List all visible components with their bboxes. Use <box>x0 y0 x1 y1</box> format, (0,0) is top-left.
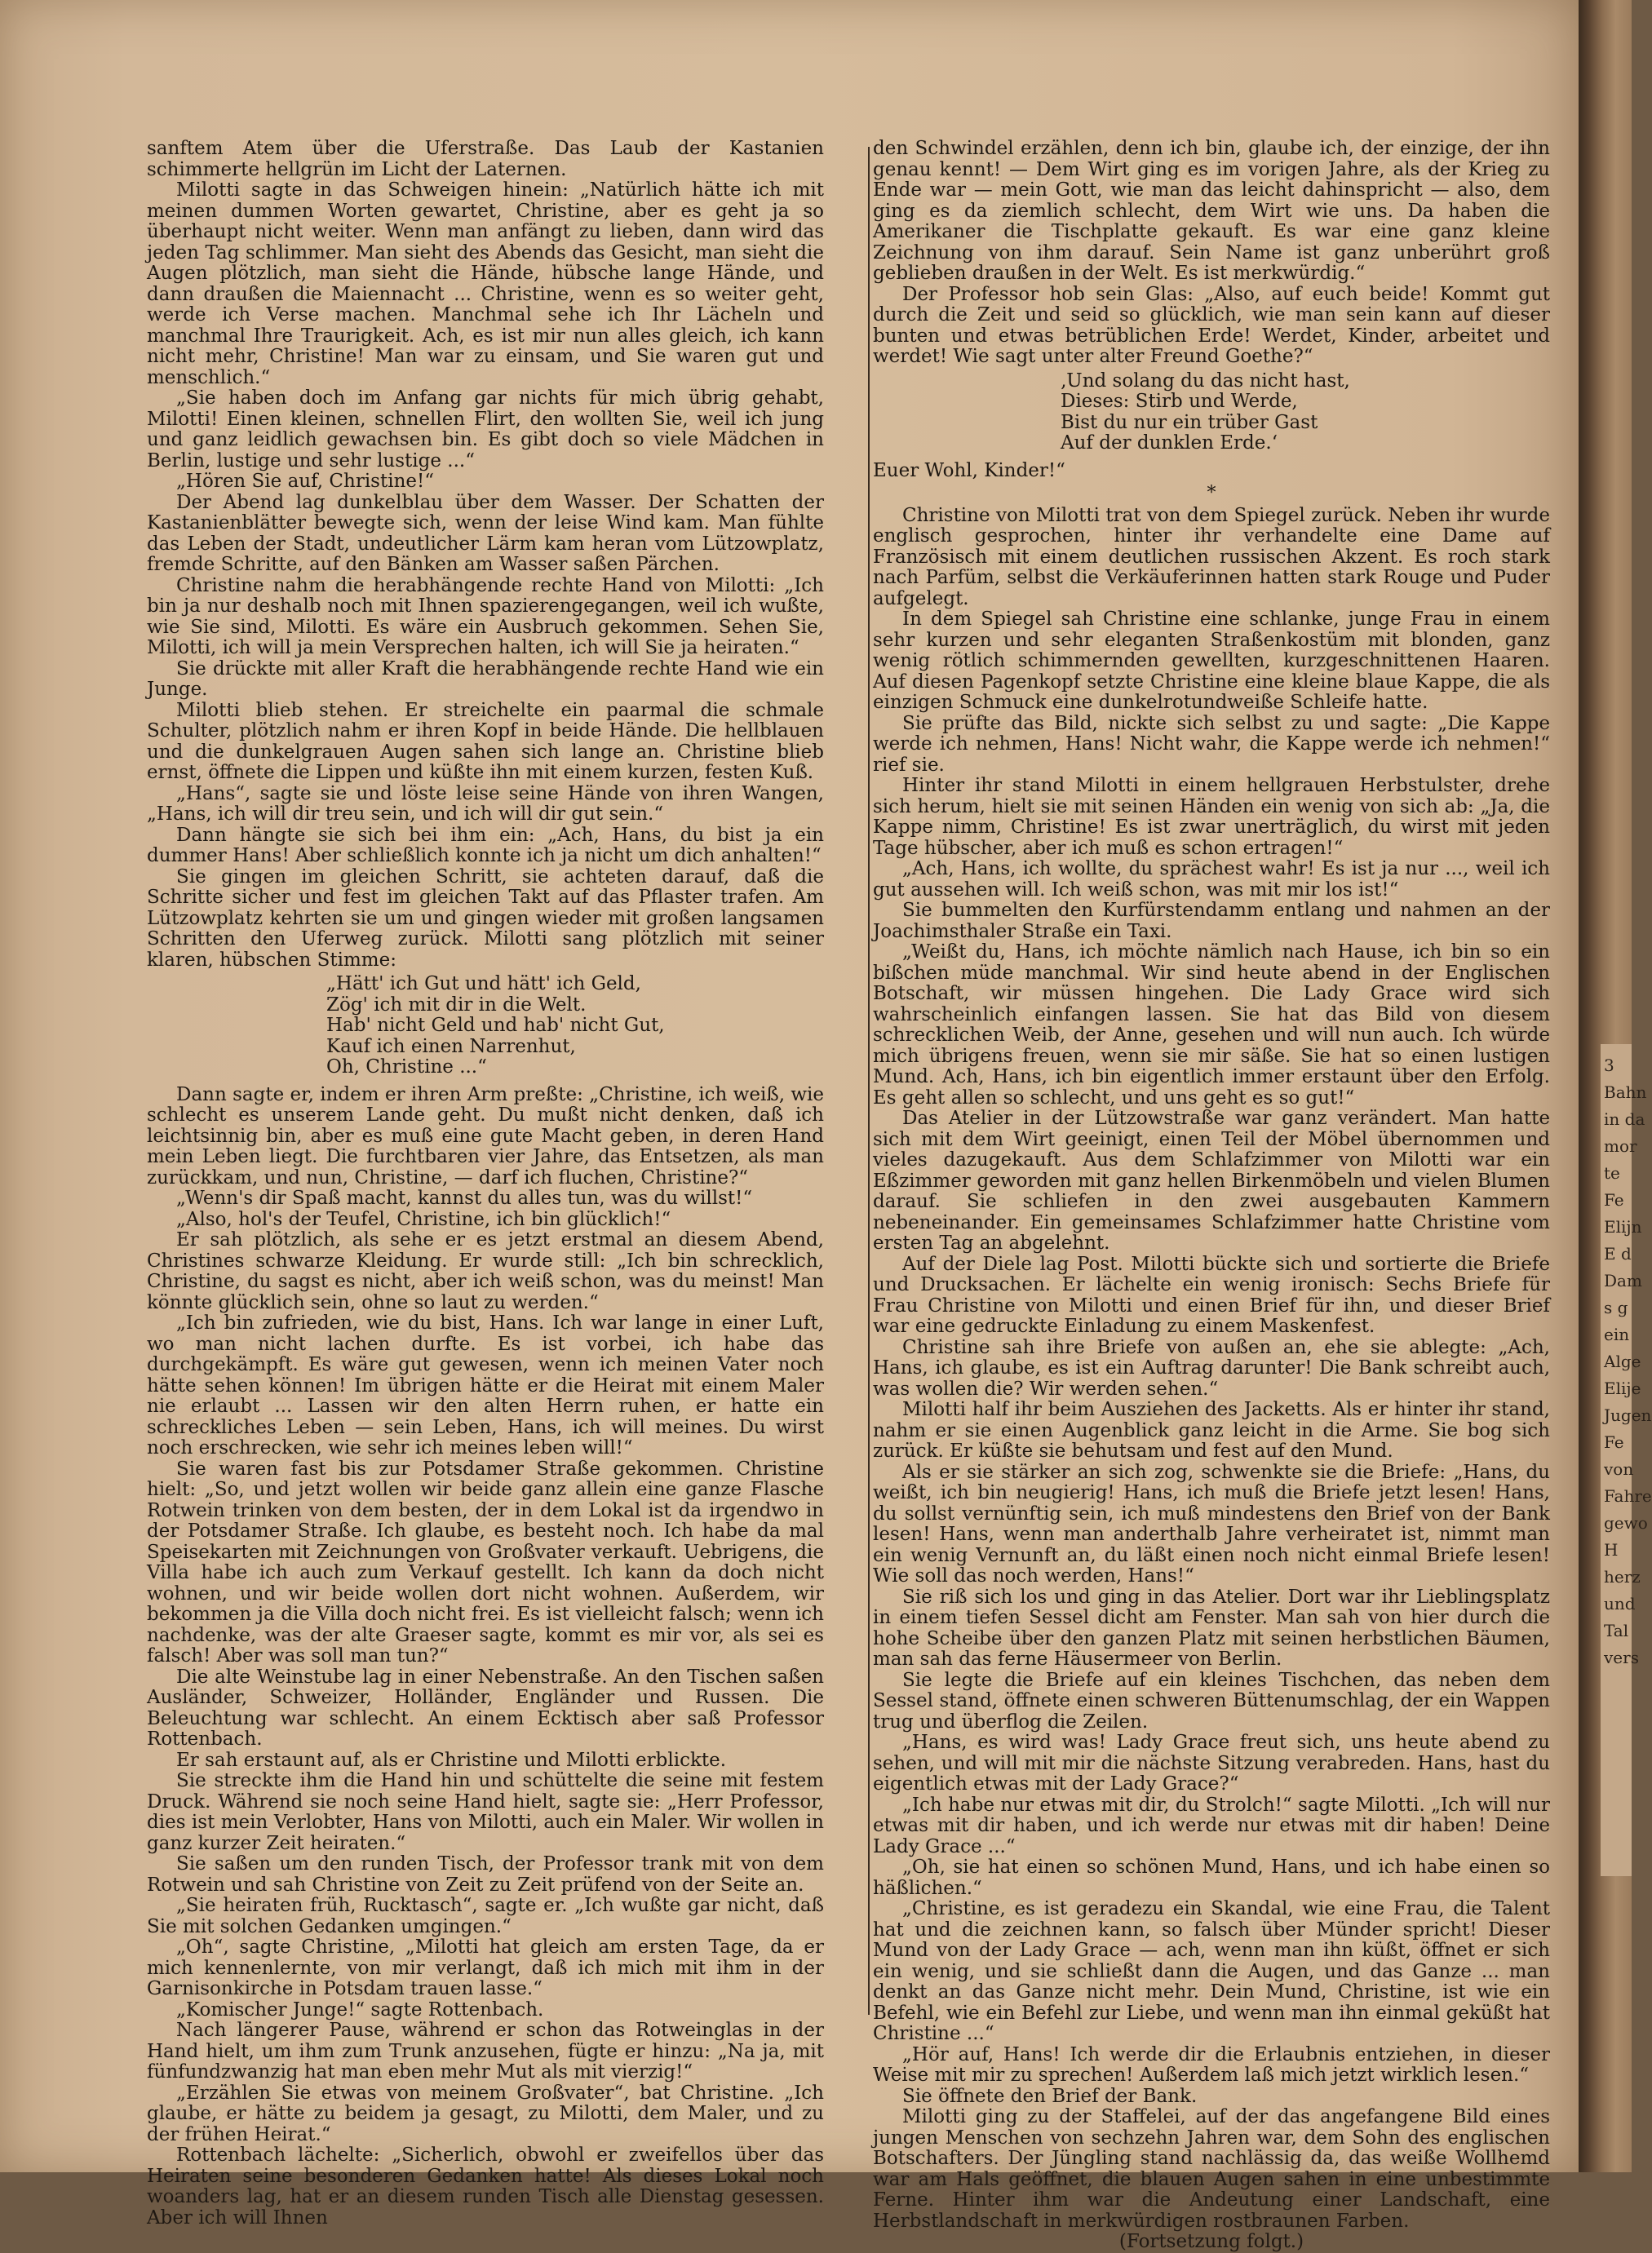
column-divider <box>868 147 870 2015</box>
paragraph: Sie saßen um den runden Tisch, der Professor trank mit von dem Rotwein und sah Christine von Zeit zu Zeit prüfend von der Seite an. <box>147 1853 824 1896</box>
paragraph: „Weißt du, Hans, ich möchte nämlich nach Hause, ich bin so ein bißchen müde manchmal. Wir sind heute abend in der Englischen Botschaft, wir müssen hingehen. Die Lady Grace wird sich wahrscheinlich einfangen lassen. Sie hat das Bild von diesem schrecklichen Weib, der Anne, gesehen und will nun auch. Ich würde mich übrigens freuen, wenn sie mir säße. Sie hat so einen lustigen Mund. Ach, Hans, ich bin eigentlich immer erstaunt über den Erfolg. Es geht allen so schlecht, und uns geht es so gut!“ <box>873 941 1550 1109</box>
paragraph: „Oh, sie hat einen so schönen Mund, Hans, und ich habe einen so häßlichen.“ <box>873 1857 1550 1899</box>
paragraph: Dann sagte er, indem er ihren Arm preßte: „Christine, ich weiß, wie schlecht es unserem Lande geht. Du mußt nicht denken, daß ich leichtsinnig bin, aber es muß eine gute Macht geben, in deren Hand mein Leben liegt. Die furchtbaren vier Jahre, das Entsetzen, als man zurückkam, und nun, Christine, — darf ich fluchen, Christine?“ <box>147 1083 824 1188</box>
verse-line: Dieses: Stirb und Werde, <box>1061 391 1298 412</box>
verse-line: Auf der dunklen Erde.‘ <box>1061 432 1278 454</box>
continued-notice: (Fortsetzung folgt.) <box>1118 2231 1304 2252</box>
paragraph: „Hans, es wird was! Lady Grace freut sich, uns heute abend zu sehen, und will mit mir die nächste Sitzung verabreden. Hans, hast du eigentlich etwas mit der Lady Grace?“ <box>873 1732 1550 1795</box>
goethe-verse <box>1061 371 1550 454</box>
paragraph: Hinter ihr stand Milotti in einem hellgrauen Herbstulster, drehe sich herum, hielt sie mit seinen Händen ein wenig von sich ab: „Ja, die Kappe nimm, Christine! Es ist zwar unerträglich, du wirst mit jeden Tage hübscher, aber ich muß es schon ertragen!“ <box>873 775 1550 859</box>
paragraph: Auf der Diele lag Post. Milotti bückte sich und sortierte die Briefe und Drucksachen. Er lächelte ein wenig ironisch: Sechs Briefe für Frau Christine von Milotti und einen Brief für ihn, und dieser Brief war eine gedruckte Einladung zu einem Maskenfest. <box>873 1253 1550 1337</box>
paragraph: „Wenn's dir Spaß macht, kannst du alles tun, was du willst!“ <box>176 1188 753 1209</box>
paragraph: „Sie haben doch im Anfang gar nichts für mich übrig gehabt, Milotti! Einen kleinen, schnellen Flirt, den wollten Sie, weil ich jung und ganz leidlich gewachsen bin. Es gibt doch so viele Mädchen in Berlin, lustige und sehr lustige ...“ <box>147 387 824 471</box>
verse-line: Kauf ich einen Narrenhut, <box>326 1035 576 1057</box>
paragraph: „Komischer Junge!“ sagte Rottenbach. <box>176 1998 544 2021</box>
paragraph: Sie gingen im gleichen Schritt, sie achteten darauf, daß die Schritte sicher und fest im gleichen Takt auf das Pflaster trafen. Am Lützowplatz kehrten sie um und gingen wieder mit großen langsamen Schritten den Uferweg zurück. Milotti sang plötzlich mit seiner klaren, hübschen Stimme: <box>147 865 824 971</box>
verse-line: Hab' nicht Geld und hab' nicht Gut, <box>326 1015 665 1036</box>
paragraph: Das Atelier in der Lützowstraße war ganz verändert. Man hatte sich mit dem Wirt geeinigt, einen Teil der Möbel übernommen und vieles dazugekauft. Aus dem Schlafzimmer von Milotti war ein Eßzimmer geworden mit ganz hellen Birkenmöbeln und vielen Blumen darauf. Sie schliefen in den zwei ausgebauten Kammern nebeneinander. Ein gemeinsames Schlafzimmer hatte Christine vom ersten Tag an abgelehnt. <box>873 1108 1550 1254</box>
paragraph: Dann hängte sie sich bei ihm ein: „Ach, Hans, du bist ja ein dummer Hans! Aber schließlich konnte ich ja nicht um dich anhalten!“ <box>147 824 824 866</box>
paragraph: Der Abend lag dunkelblau über dem Wasser. Der Schatten der Kastanienblätter bewegte sich, wenn der leise Wind kam. Man fühlte das Leben der Stadt, undeutlicher Lärm kam heran vom Lützowplatz, fremde Schritte, auf den Bänken am Wasser saßen Pärchen. <box>147 491 824 575</box>
paragraph: In dem Spiegel sah Christine eine schlanke, junge Frau in einem sehr kurzen und sehr eleganten Straßenkostüm mit blonden, ganz wenig rötlich schimmernden gewellten, kurzgeschnittenen Haaren. Auf diesen Pagenkopf setzte Christine eine kleine blaue Kappe, die als einzigen Schmuck eine dunkelrotundweiße Schleife hatte. <box>873 609 1550 713</box>
paragraph: Nach längerer Pause, während er schon das Rotweinglas in der Hand hielt, um ihm zum Trunk anzusehen, fügte er hinzu: „Na ja, mit fünfundzwanzig hat man eben mehr Mut als mit vierzig!“ <box>147 2020 824 2083</box>
paragraph: Als er sie stärker an sich zog, schwenkte sie die Briefe: „Hans, du weißt, ich bin neugierig! Hans, ich muß die Briefe jetzt lesen! Hans, du sollst vernünftig sein, ich muß mindestens den Brief von der Bank lesen! Hans, wenn man anderthalb Jahre verheiratet ist, nimmt man ein wenig Vernunft an, du läßt einen noch nicht einmal Briefe lesen! Wie soll das noch werden, Hans!“ <box>873 1461 1550 1587</box>
paragraph: „Oh“, sagte Christine, „Milotti hat gleich am ersten Tage, da er mich kennenlernte, von mir verlangt, daß ich mich mit ihm in der Garnisonkirche in Potsdam trauen lasse.“ <box>147 1937 824 1999</box>
paragraph: Sie legte die Briefe auf ein kleines Tischchen, das neben dem Sessel stand, öffnete einen schweren Büttenumschlag, der ein Wappen trug und überflog die Zeilen. <box>873 1669 1550 1733</box>
paragraph: Sie riß sich los und ging in das Atelier. Dort war ihr Lieblingsplatz in einem tiefen Sessel dicht am Fenster. Man sah von hier durch die hohe Scheibe über den ganzen Platz mit seinen herbstlichen Bäumen, man sah das ferne Häusermeer von Berlin. <box>873 1586 1550 1670</box>
paragraph: „Ich habe nur etwas mit dir, du Strolch!“ sagte Milotti. „Ich will nur etwas mit dir haben, und ich werde nur etwas mit dir haben! Deine Lady Grace ...“ <box>873 1794 1550 1857</box>
toast-line: Euer Wohl, Kinder!“ <box>873 459 1065 481</box>
paragraph: „Ach, Hans, ich wollte, du sprächest wahr! Es ist ja nur ..., weil ich gut aussehen will. Ich weiß schon, was mit mir los ist!“ <box>873 858 1550 901</box>
paragraph: „Sie heiraten früh, Rucktasch“, sagte er. „Ich wußte gar nicht, daß Sie mit solchen Gedanken umgingen.“ <box>147 1895 824 1937</box>
paragraph: Sie prüfte das Bild, nickte sich selbst zu und sagte: „Die Kappe werde ich nehmen, Hans! Nicht wahr, die Kappe werde ich nehmen!“ rief sie. <box>873 712 1550 776</box>
paragraph: Sie streckte ihm die Hand hin und schüttelte die seine mit festem Druck. Während sie noch seine Hand hielt, sagte sie: „Herr Professor, dies ist mein Verlobter, Hans von Milotti, auch ein Maler. Wir wollen in ganz kurzer Zeit heiraten.“ <box>147 1770 824 1854</box>
paragraph: Er sah erstaunt auf, als er Christine und Milotti erblickte. <box>176 1749 727 1771</box>
right-column <box>873 139 1550 2253</box>
adjacent-page-text: 3 Bahn in da mor te Fe Elijn E d Dam s g ein Alge Elije Jugen Fe von Fahre gewo H herz und Tal vers <box>1604 1056 1652 1667</box>
paragraph: Milotti half ihr beim Ausziehen des Jacketts. Als er hinter ihr stand, nahm er sie einen Augenblick ganz leicht in die Arme. Sie bog sich zurück. Er küßte sie behutsam und fest auf den Mund. <box>873 1399 1550 1462</box>
verse-line: ‚Und solang du das nicht hast, <box>1061 370 1350 392</box>
paragraph: Milotti blieb stehen. Er streichelte ein paarmal die schmale Schulter, plötzlich nahm er ihren Kopf in beide Hände. Die hellblauen und die dunkelgrauen Augen sahen sich lange an. Christine blieb ernst, öffnete die Lippen und küßte ihn mit einem kurzen, festen Kuß. <box>147 699 824 783</box>
paragraph: Milotti sagte in das Schweigen hinein: „Natürlich hätte ich mit meinen dummen Worten gewartet, Christine, aber es geht ja so überhaupt nicht weiter. Wenn man anfängt zu lieben, dann wird das jeden Tag schlimmer. Man sieht des Abends das Gesicht, man sieht die Augen plötzlich, man sieht die Hände, hübsche lange Hände, und dann draußen die Maiennacht ... Christine, wenn es so weiter geht, werde ich Verse machen. Manchmal sehe ich Ihr Lächeln und manchmal Ihre Traurigkeit. Ach, es ist mir nun alles gleich, ich kann nicht mehr, Christine! Man war zu einsam, und Sie waren gut und menschlich.“ <box>147 179 824 388</box>
verse-line: Oh, Christine ...“ <box>326 1056 487 1078</box>
paragraph: Rottenbach lächelte: „Sicherlich, obwohl er zweifellos über das Heiraten seine besonderen Gedanken hatte! Als dieses Lokal noch woanders lag, hat er an diesem runden Tisch alle Dienstag gesessen. Aber ich will Ihnen <box>147 2145 824 2229</box>
paragraph: „Erzählen Sie etwas von meinem Großvater“, bat Christine. „Ich glaube, er hätte zu beidem ja gesagt, zu Milotti, dem Maler, und zu der frühen Heirat.“ <box>147 2082 824 2145</box>
paragraph: Sie bummelten den Kurfürstendamm entlang und nahmen an der Joachimsthaler Straße ein Taxi. <box>873 900 1550 942</box>
paragraph: Christine von Milotti trat von dem Spiegel zurück. Neben ihr wurde englisch gesprochen, hinter ihr verhandelte eine Dame auf Französisch mit einem deutlichen russischen Akzent. Es roch stark nach Parfüm, selbst die Verkäuferinnen hatten stark Rouge und Puder aufgelegt. <box>873 504 1550 609</box>
paragraph: Sie öffnete den Brief der Bank. <box>902 2085 1198 2107</box>
song-verse <box>326 974 824 1078</box>
verse-line: Zög' ich mit dir in die Welt. <box>326 994 587 1016</box>
paragraph: „Christine, es ist geradezu ein Skandal, wie eine Frau, die Talent hat und die zeichnen kann, so falsch über Münder spricht! Dieser Mund von der Lady Grace — ach, wenn man ihn küßt, öffnet er sich ein wenig, und sie schließt dann die Augen, und das Ganze ... man denkt an das Ganze nicht mehr. Dein Mund, Christine, ist wie ein Befehl, wie ein Befehl zur Liebe, und wenn man ihn einmal geküßt hat Christine ...“ <box>873 1898 1550 2044</box>
paragraph: Er sah plötzlich, als sehe er es jetzt erstmal an diesem Abend, Christines schwarze Kleidung. Er wurde still: „Ich bin schrecklich, Christine, du sagst es nicht, aber ich weiß schon, was du meinst! Man könnte glücklich sein, ohne so laut zu werden.“ <box>147 1229 824 1313</box>
left-column <box>147 139 824 2229</box>
paragraph: „Hör auf, Hans! Ich werde dir die Erlaubnis entziehen, in dieser Weise mit mir zu sprechen! Außerdem laß mich jetzt wirklich lesen.“ <box>873 2043 1550 2086</box>
paragraph: Christine sah ihre Briefe von außen an, ehe sie ablegte: „Ach, Hans, ich glaube, es ist ein Auftrag darunter! Die Bank schreibt auch, was wollen die? Wir werden sehen.“ <box>873 1336 1550 1400</box>
paragraph: Milotti ging zu der Staffelei, auf der das angefangene Bild eines jungen Menschen von sechzehn Jahren war, dem Sohn des englischen Botschafters. Der Jüngling stand nachlässig da, das weiße Wollhemd war am Hals geöffnet, die blauen Augen sahen in eine unbestimmte Ferne. Hinter ihm war die Andeutung einer Landschaft, eine Herbstlandschaft in merkwürdigen rostbraunen Farben. <box>873 2106 1550 2232</box>
paragraph: „Also, hol's der Teufel, Christine, ich bin glücklich!“ <box>176 1208 671 1230</box>
verse-line: „Hätt' ich Gut und hätt' ich Geld, <box>326 973 641 994</box>
paragraph: sanftem Atem über die Uferstraße. Das Laub der Kastanien schimmerte hellgrün im Licht der Laternen. <box>147 138 824 180</box>
paragraph: Der Professor hob sein Glas: „Also, auf euch beide! Kommt gut durch die Zeit und seid so glücklich, wie man sein kann auf dieser bunten und etwas betrüblichen Erde! Werdet, Kinder, arbeitet und werdet! Wie sagt unter alter Freund Goethe?“ <box>873 283 1550 367</box>
paragraph: Die alte Weinstube lag in einer Nebenstraße. An den Tischen saßen Ausländer, Schweizer, Holländer, Engländer und Russen. Die Beleuchtung war schlecht. An einem Ecktisch aber saß Professor Rottenbach. <box>147 1666 824 1750</box>
verse-line: Bist du nur ein trüber Gast <box>1061 411 1318 433</box>
paragraph: „Hans“, sagte sie und löste leise seine Hände von ihren Wangen, „Hans, ich will dir treu sein, und ich will dir gut sein.“ <box>147 782 824 825</box>
paragraph: „Hören Sie auf, Christine!“ <box>176 471 435 492</box>
section-separator: * <box>1207 483 1216 503</box>
paragraph: Sie drückte mit aller Kraft die herabhängende rechte Hand wie ein Junge. <box>147 657 824 700</box>
paragraph: den Schwindel erzählen, denn ich bin, glaube ich, der einzige, der ihn genau kennt! — Dem Wirt ging es im vorigen Jahre, als der Krieg zu Ende war — mein Gott, wie man das leicht dahinspricht — also, dem ging es da ziemlich schlecht, dem Wirt wie uns. Da haben die Amerikaner die Tischplatte gekauft. Es war eine ganz kleine Zeichnung von ihm darauf. Sein Name ist ganz unberührt groß geblieben draußen in der Welt. Es ist merkwürdig.“ <box>873 138 1550 284</box>
paragraph: Christine nahm die herabhängende rechte Hand von Milotti: „Ich bin ja nur deshalb noch mit Ihnen spazierengegangen, weil ich wußte, wie Sie sind, Milotti. Es wäre ein Ausbruch gekommen. Sehen Sie, Milotti, ich will ja mein Versprechen halten, ich will Sie ja heiraten.“ <box>147 574 824 658</box>
paragraph: Sie waren fast bis zur Potsdamer Straße gekommen. Christine hielt: „So, und jetzt wollen wir beide ganz allein eine ganze Flasche Rotwein trinken von dem besten, der in dem Lokal ist da irgendwo in der Potsdamer Straße. Ich glaube, es besteht noch. Ich habe da mal Speisekarten mit Zeichnungen von Großvater verkauft. Uebrigens, die Villa habe ich auch zum Verkauf gestellt. Ich kann da doch nicht wohnen, und wir beide wollen dort nicht wohnen. Außerdem, wir bekommen ja die Villa doch nicht frei. Es ist vielleicht falsch; wenn ich nachdenke, was der alte Graeser sagte, kommt es mir vor, als sei es falsch! Aber was soll man tun?“ <box>147 1458 824 1667</box>
paragraph: „Ich bin zufrieden, wie du bist, Hans. Ich war lange in einer Luft, wo man nicht lachen durfte. Es ist vorbei, ich habe das durchgekämpft. Es wäre gut gewesen, wenn ich meinen Vater noch hätte sehen können! Im übrigen hätte er die Heirat mit einem Maler nie erlaubt ... Lassen wir den alten Herrn ruhen, er hatte ein schreckliches Leben — sein Leben, Hans, ich will meines. Du wirst noch erschrecken, wie sehr ich meines leben will!“ <box>147 1312 824 1458</box>
